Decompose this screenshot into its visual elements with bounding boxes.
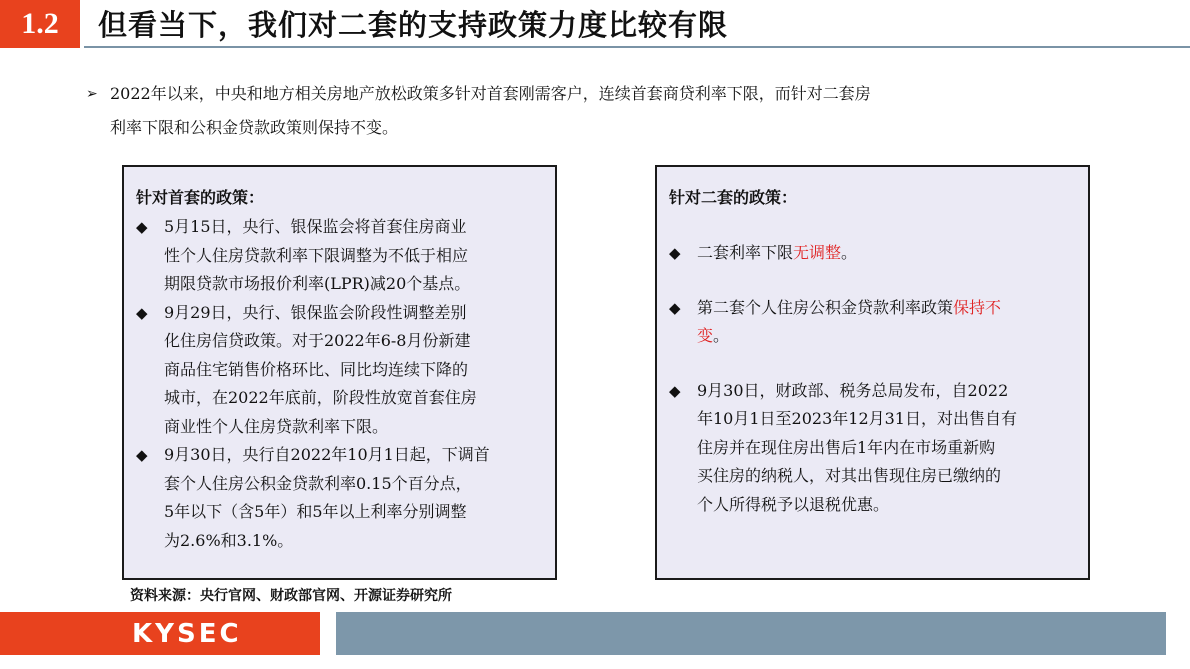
policy-item: [136, 299, 545, 442]
policy-highlight: 保持不: [953, 297, 1002, 317]
policy-line: 商品住宅销售价格环比、同比均连续下降的: [164, 359, 469, 379]
first-home-policy-box: [122, 165, 557, 580]
section-number-badge: 1.2: [0, 0, 80, 48]
title-divider: [84, 46, 1190, 48]
second-home-policy-box: [655, 165, 1090, 580]
page-title: 但看当下，我们对二套的支持政策力度比较有限: [98, 8, 729, 42]
policy-line: 买住房的纳税人，对其出售现住房已缴纳的: [697, 466, 1002, 485]
diamond-bullet-icon: ◆: [669, 244, 681, 262]
policy-line: 性个人住房贷款利率下限调整为不低于相应: [164, 245, 469, 265]
policy-line: 9月30日，央行自2022年10月1日起，下调首: [164, 445, 490, 464]
policy-line: 城市，在2022年底前，阶段性放宽首套住房: [164, 388, 477, 407]
second-home-policy-heading: 针对二套的政策：: [669, 188, 798, 207]
policy-line: 为2.6%和3.1%。: [164, 530, 294, 550]
policy-item: [669, 377, 1078, 520]
policy-line: 个人所得税予以退税优惠。: [697, 494, 890, 514]
policy-line: 9月30日，财政部、税务总局发布，自2022: [697, 380, 1009, 400]
diamond-bullet-icon: ◆: [136, 446, 148, 464]
policy-text: 二套利率下限: [697, 243, 794, 262]
policy-line: 5月15日，央行、银保监会将首套住房商业: [164, 217, 467, 236]
policy-item: [136, 441, 545, 555]
policy-line: 5年以下（含5年）和5年以上利率分别调整: [164, 502, 467, 521]
policy-line: 套个人住房公积金贷款利率0.15个百分点，: [164, 473, 472, 493]
policy-text-end: 。: [841, 243, 858, 262]
diamond-bullet-icon: ◆: [669, 381, 681, 400]
policy-item: [669, 294, 1078, 351]
diamond-bullet-icon: ◆: [136, 303, 148, 322]
policy-highlight: 无调整: [793, 243, 842, 262]
intro-line-2: 利率下限和公积金贷款政策则保持不变。: [110, 118, 399, 137]
source-note: 资料来源：央行官网、财政部官网、开源证券研究所: [130, 588, 452, 604]
diamond-bullet-icon: ◆: [669, 298, 681, 317]
policy-text-end: 。: [713, 326, 730, 345]
policy-line: 年10月1日至2023年12月31日，对出售自有: [697, 409, 1017, 428]
policy-item: [136, 213, 545, 299]
arrow-bullet-icon: ➢: [86, 86, 98, 102]
kysec-logo: [0, 612, 320, 655]
footer-bar: [336, 612, 1166, 655]
policy-item: [669, 239, 1078, 268]
first-home-policy-heading: 针对首套的政策：: [136, 188, 265, 207]
policy-text: 第二套个人住房公积金贷款利率政策: [697, 297, 954, 317]
intro-line-1: 2022年以来，中央和地方相关房地产放松政策多针对首套刚需客户，连续首套商贷利率下限，而针对二套房: [110, 84, 871, 103]
policy-line: 住房并在现住房出售后1年内在市场重新购: [697, 437, 996, 457]
policy-line: 期限贷款市场报价利率(LPR)减20个基点。: [164, 274, 471, 293]
policy-line: 化住房信贷政策。对于2022年6-8月份新建: [164, 331, 471, 350]
policy-line: 商业性个人住房贷款利率下限。: [164, 416, 389, 436]
policy-highlight: 变: [697, 326, 714, 345]
logo-text: KYSEC: [132, 618, 242, 649]
diamond-bullet-icon: ◆: [136, 218, 148, 236]
policy-line: 9月29日，央行、银保监会阶段性调整差别: [164, 302, 467, 322]
